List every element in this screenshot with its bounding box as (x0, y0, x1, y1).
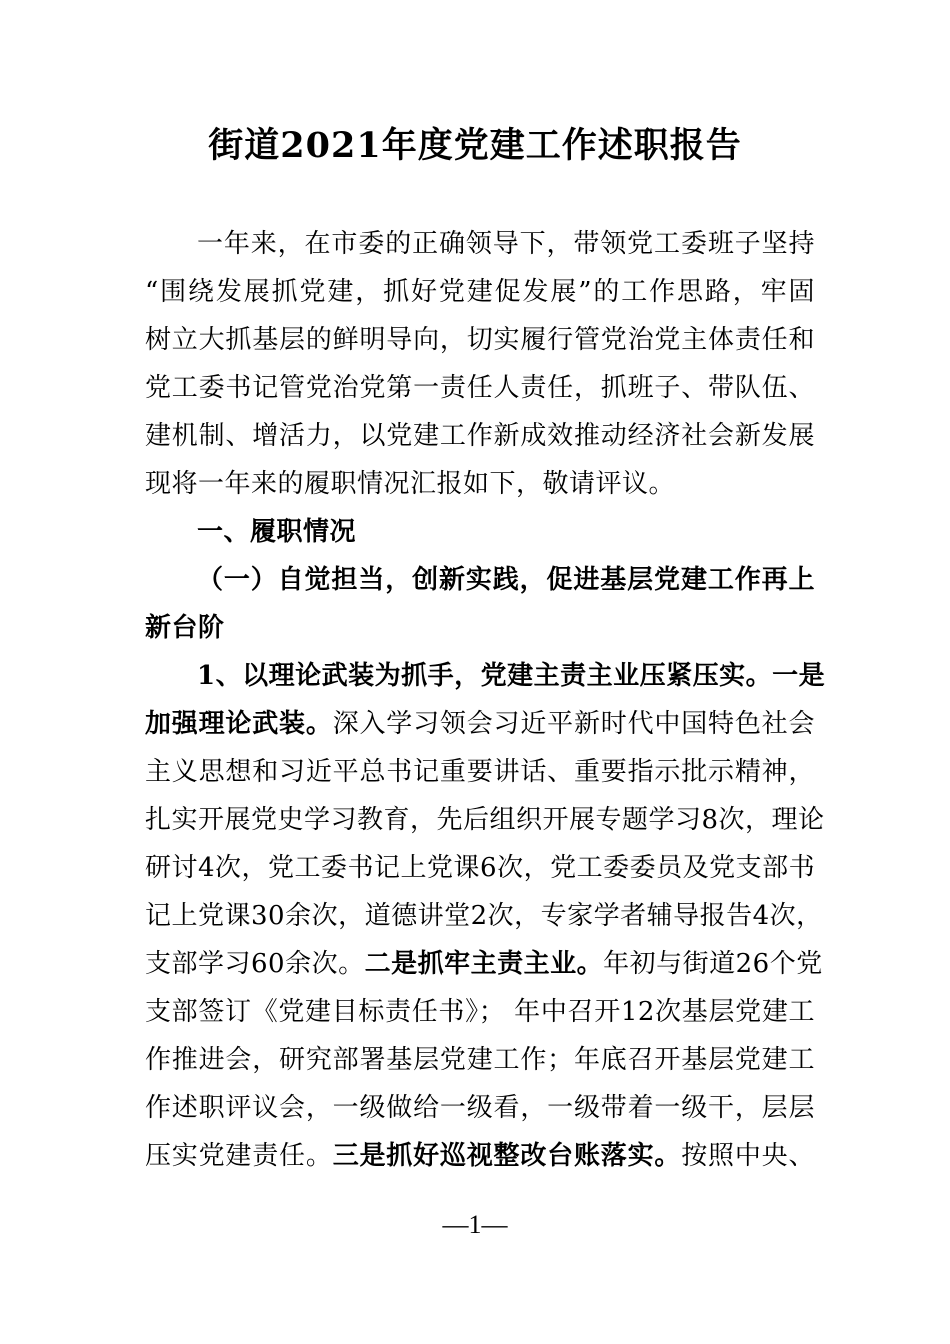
document-title: 街道2021年度党建工作述职报告 (208, 125, 742, 166)
item-heading: 1、以理论武装为抓手，党建主责主业压紧压实。一是 (197, 661, 826, 691)
paragraph-line: 主义思想和习近平总书记重要讲话、重要指示批示精神， (145, 757, 815, 787)
section-heading: 一、履职情况 (197, 517, 357, 547)
paragraph-line: 党工委书记管党治党第一责任人责任，抓班子、带队伍、 (145, 373, 815, 403)
subsection-heading: （一）自觉担当，创新实践，促进基层党建工作再上 (197, 565, 815, 595)
inline-bold: 加强理论武装。 (145, 709, 333, 739)
paragraph-line: 作推进会，研究部署基层党建工作；年底召开基层党建工 (145, 1045, 815, 1075)
paragraph-line: 一年来，在市委的正确领导下，带领党工委班子坚持 (197, 229, 815, 259)
subsection-heading-cont: 新台阶 (145, 613, 225, 643)
paragraph-line: 支部签订《党建目标责任书》； 年中召开12次基层党建工 (145, 997, 815, 1027)
paragraph-line: “围绕发展抓党建，抓好党建促发展”的工作思路，牢固 (145, 277, 815, 307)
paragraph-line (145, 700, 815, 748)
paragraph-line: 研讨4次，党工委书记上党课6次，党工委委员及党支部书 (145, 853, 816, 883)
paragraph-line: 树立大抓基层的鲜明导向，切实履行管党治党主体责任和 (145, 325, 815, 355)
inline-text: 支部学习60余次。 (145, 949, 365, 979)
inline-text: 年初与街道26个党 (603, 949, 823, 979)
document-body (145, 220, 826, 1180)
paragraph-line: 记上党课30余次，道德讲堂2次，专家学者辅导报告4次， (145, 901, 823, 931)
paragraph-line: 扎实开展党史学习教育，先后组织开展专题学习8次，理论 (145, 805, 825, 835)
inline-bold: 二是抓牢主责主业。 (364, 949, 604, 979)
paragraph-line: 建机制、增活力，以党建工作新成效推动经济社会新发展 (145, 421, 815, 451)
paragraph-line (145, 940, 823, 988)
paragraph-line (145, 1132, 815, 1180)
paragraph-line: 作述职评议会，一级做给一级看，一级带着一级干，层层 (145, 1093, 815, 1123)
inline-text: 深入学习领会习近平新时代中国特色社会 (332, 709, 815, 739)
inline-text: 按照中央、 (681, 1141, 815, 1171)
inline-text: 压实党建责任。 (145, 1141, 333, 1171)
inline-bold: 三是抓好巡视整改台账落实。 (332, 1141, 682, 1171)
page-number: —1— (442, 1210, 508, 1239)
paragraph-line: 现将一年来的履职情况汇报如下，敬请评议。 (145, 469, 676, 499)
